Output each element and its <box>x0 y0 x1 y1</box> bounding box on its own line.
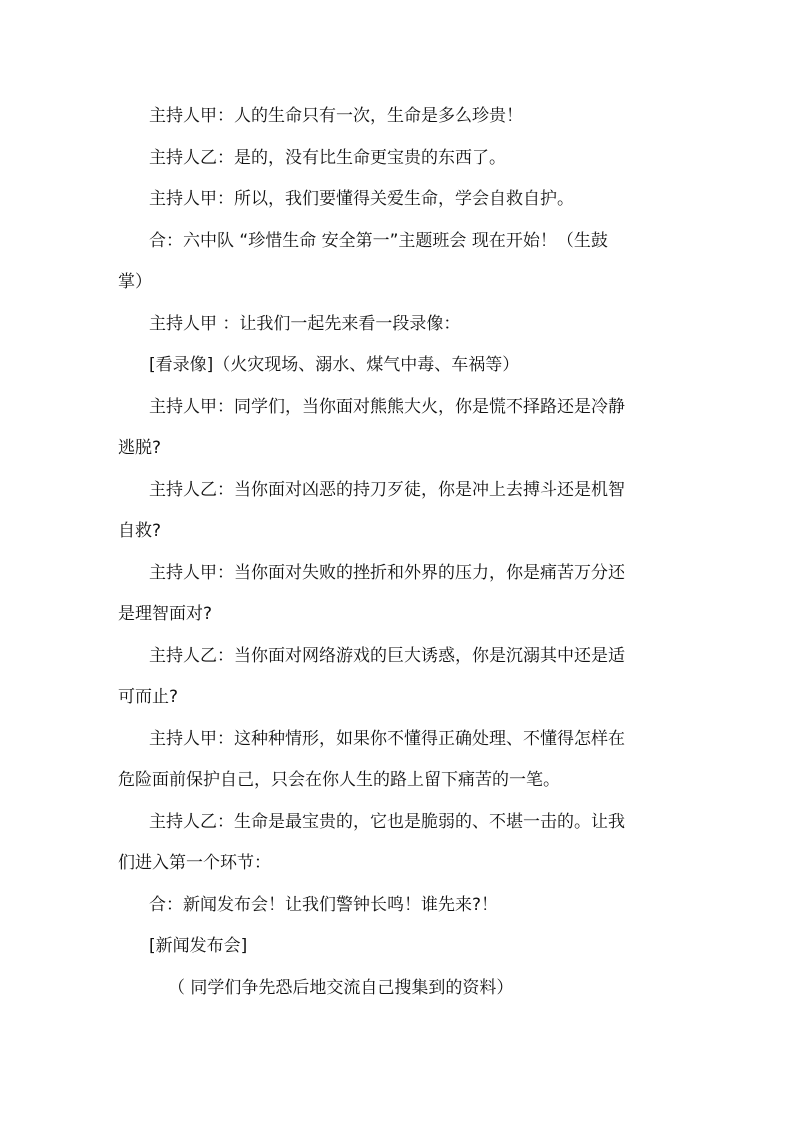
text-line-continuation: 危险面前保护自己，只会在你人生的路上留下痛苦的一笔。 <box>118 770 560 790</box>
text-line: 主持人甲：所以，我们要懂得关爱生命，学会自救自护。 <box>149 189 574 209</box>
text-line: 主持人乙：生命是最宝贵的，它也是脆弱的、不堪一击的。让我 <box>149 811 625 832</box>
text-line: [新闻发布会] <box>149 936 248 956</box>
text-line: 主持人甲：当你面对失败的挫折和外界的压力，你是痛苦万分还 <box>149 562 625 583</box>
text-line: 合：六中队 “珍惜生命 安全第一”主题班会 现在开始！（生鼓 <box>149 230 608 251</box>
text-line-continuation: 是理智面对? <box>118 604 213 624</box>
text-line-continuation: 可而止? <box>118 687 179 707</box>
text-line: 主持人甲：这种种情形，如果你不懂得正确处理、不懂得怎样在 <box>149 728 625 749</box>
document-body <box>118 96 678 1009</box>
text-line: （ 同学们争先恐后地交流自己搜集到的资料） <box>168 977 514 998</box>
text-line-continuation: 掌） <box>118 272 152 292</box>
text-line: 主持人乙：当你面对凶恶的持刀歹徒，你是冲上去搏斗还是机智 <box>149 479 625 500</box>
text-line: 主持人乙：当你面对网络游戏的巨大诱惑，你是沉溺其中还是适 <box>149 645 625 666</box>
text-line-continuation: 们进入第一个环节： <box>118 853 271 873</box>
text-line: 主持人乙：是的，没有比生命更宝贵的东西了。 <box>149 147 506 168</box>
text-line-continuation: 自救? <box>118 521 162 541</box>
text-line: 主持人甲：同学们，当你面对熊熊大火，你是慌不择路还是冷静 <box>149 396 625 417</box>
text-line: 合：新闻发布会！让我们警钟长鸣！谁先来?！ <box>149 894 499 915</box>
text-line: [看录像]（火灾现场、溺水、煤气中毒、车祸等） <box>149 355 520 375</box>
text-line-continuation: 逃脱? <box>118 438 162 458</box>
text-line: 主持人甲：人的生命只有一次，生命是多么珍贵！ <box>149 106 523 126</box>
text-line: 主持人甲 ：让我们一起先来看一段录像： <box>149 313 461 334</box>
